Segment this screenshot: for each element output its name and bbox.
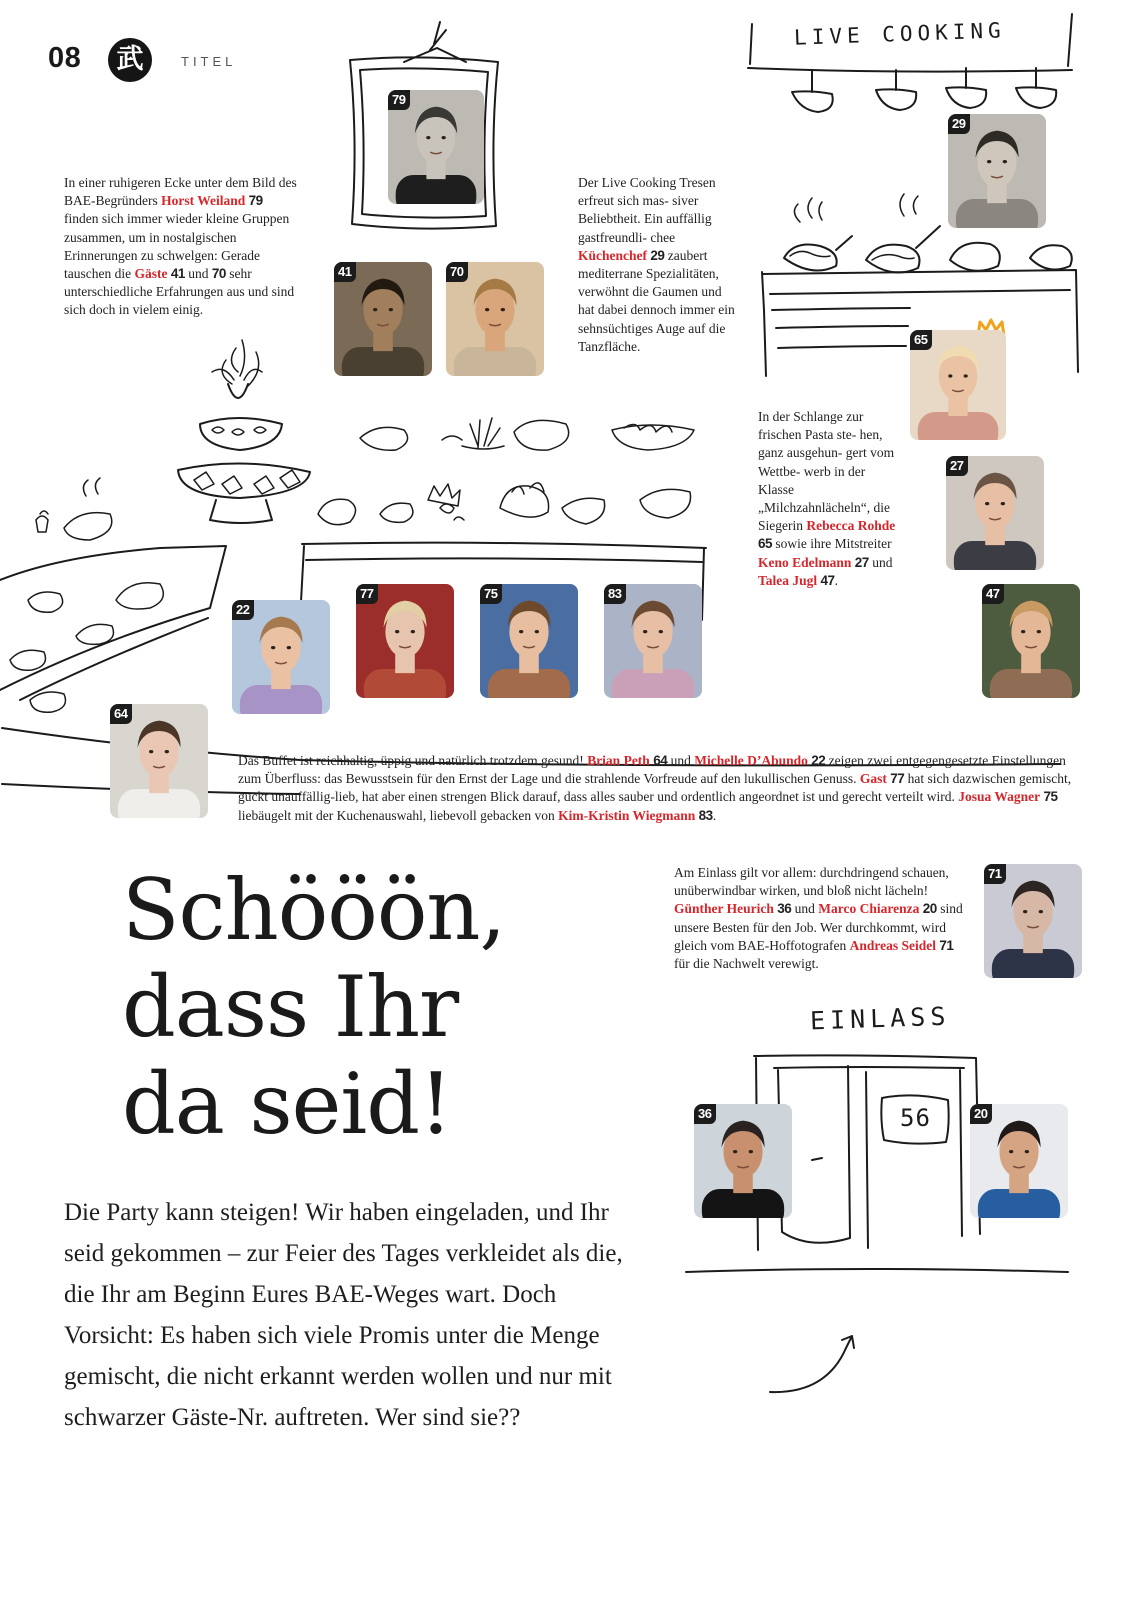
page-title xyxy=(122,862,505,1153)
guest-number-badge: 20 xyxy=(970,1104,992,1124)
photo-guest-83 xyxy=(604,584,702,698)
side-buffet-sketch xyxy=(0,478,226,712)
photo-guest-64 xyxy=(110,704,208,818)
guest-number-badge: 83 xyxy=(604,584,626,604)
title-line-3: da seid! xyxy=(122,1055,452,1153)
section-label: TITEL xyxy=(181,54,237,69)
dessert-tower-sketch xyxy=(178,340,310,523)
caption-buffet: Das Buffet ist reichhaltig, üppig und natürlich trotzdem gesund! Brian Peth 64 und Michelle D’Abundo 22 zeigen zwei entgegengesetzte Einstellungen zum Überfluss: das Bewusstsein für den Ernst der Lage und die strahlende Vorfreude auf den lukullischen Genuss. Gast 77 hat sich dazwischen gemischt, guckt unauffällig-lieb, hat aber einen strengen Blick darauf, dass alles sauber und ordentlich angeordnet ist und gerecht verteilt wird. Josua Wagner 75 liebäugelt mit der Kuchenauswahl, liebevoll gebacken von Kim-Kristin Wiegmann 83. xyxy=(238,753,1072,823)
photo-guest-77 xyxy=(356,584,454,698)
logo: 武 xyxy=(108,38,152,82)
guest-number-badge: 27 xyxy=(946,456,968,476)
intro-paragraph: Die Party kann steigen! Wir haben eingeladen, und Ihr seid gekommen – zur Feier des Tages verkleidet als die, die Ihr am Beginn Eures BAE-Weges wart. Doch Vorsicht: Es haben sich viele Promis unter die Menge gemischt, die nicht erkannt werden wollen und nur mit schwarzer Gäste-Nr. auftreten. Wer sind sie?? xyxy=(64,1199,623,1431)
title-line-1: Schööön, xyxy=(122,861,506,959)
photo-guest-41 xyxy=(334,262,432,376)
page-number: 08 xyxy=(48,42,82,74)
caption-einlass: Am Einlass gilt vor allem: durchdringend schauen, unüberwindbar wirken, und bloß nicht lächeln! Günther Heurich 36 und Marco Chiarenza 20 sind unsere Besten für den Job. Wer durchkommt, wird gleich vom BAE-Hoffotografen Andreas Seidel 71 für die Nachwelt verewigt. xyxy=(674,865,963,972)
photo-guest-79 xyxy=(388,90,484,204)
einlass-label: EINLASS xyxy=(809,1001,951,1036)
photo-guest-65 xyxy=(910,330,1006,440)
photo-guest-22 xyxy=(232,600,330,714)
caption-live-cooking: Der Live Cooking Tresen erfreut sich mas- siver Beliebtheit. Ein auffällig gastfreundli- chee Küchenchef 29 zaubert mediterrane Spezialitäten, verwöhnt die Gaumen und hat dabei dennoch immer ein sehnsüchtiges Auge auf die Tanzfläche. xyxy=(578,175,735,354)
guest-number-badge: 65 xyxy=(910,330,932,350)
guest-number-badge: 71 xyxy=(984,864,1006,884)
guest-number-badge: 47 xyxy=(982,584,1004,604)
guest-number-badge: 79 xyxy=(388,90,410,110)
title-line-2: dass Ihr xyxy=(122,958,459,1056)
guest-number-badge: 22 xyxy=(232,600,254,620)
guest-number-badge: 36 xyxy=(694,1104,716,1124)
guest-number-badge: 64 xyxy=(110,704,132,724)
photo-guest-27 xyxy=(946,456,1044,570)
photo-guest-20 xyxy=(970,1104,1068,1218)
photo-guest-75 xyxy=(480,584,578,698)
photo-guest-71 xyxy=(984,864,1082,978)
guest-number-badge: 29 xyxy=(948,114,970,134)
live-cooking-label: LIVE COOKING xyxy=(793,18,1007,50)
guest-number-badge: 70 xyxy=(446,262,468,282)
caption-pasta: In der Schlange zur frischen Pasta ste- hen, ganz ausgehun- gert vom Wettbe- werb in der Klasse „Milchzahnlächeln“, die Siegerin Rebecca Rohde 65 sowie ihre Mitstreiter Keno Edelmann 27 und Talea Jugl 47. xyxy=(758,409,896,588)
photo-guest-29 xyxy=(948,114,1046,228)
photo-guest-70 xyxy=(446,262,544,376)
photo-guest-36 xyxy=(694,1104,792,1218)
door-sign-number: 56 xyxy=(900,1104,931,1132)
guest-number-badge: 75 xyxy=(480,584,502,604)
caption-founder: In einer ruhigeren Ecke unter dem Bild des BAE-Begründers Horst Weiland 79 finden sich immer wieder kleine Gruppen zusammen, um in nostalgischen Erinnerungen zu schwelgen: Gerade tauschen die Gäste 41 und 70 sehr unterschiedliche Erfahrungen aus und sind sich doch in vielem einig. xyxy=(64,175,297,318)
photo-guest-47 xyxy=(982,584,1080,698)
guest-number-badge: 77 xyxy=(356,584,378,604)
guest-number-badge: 41 xyxy=(334,262,356,282)
